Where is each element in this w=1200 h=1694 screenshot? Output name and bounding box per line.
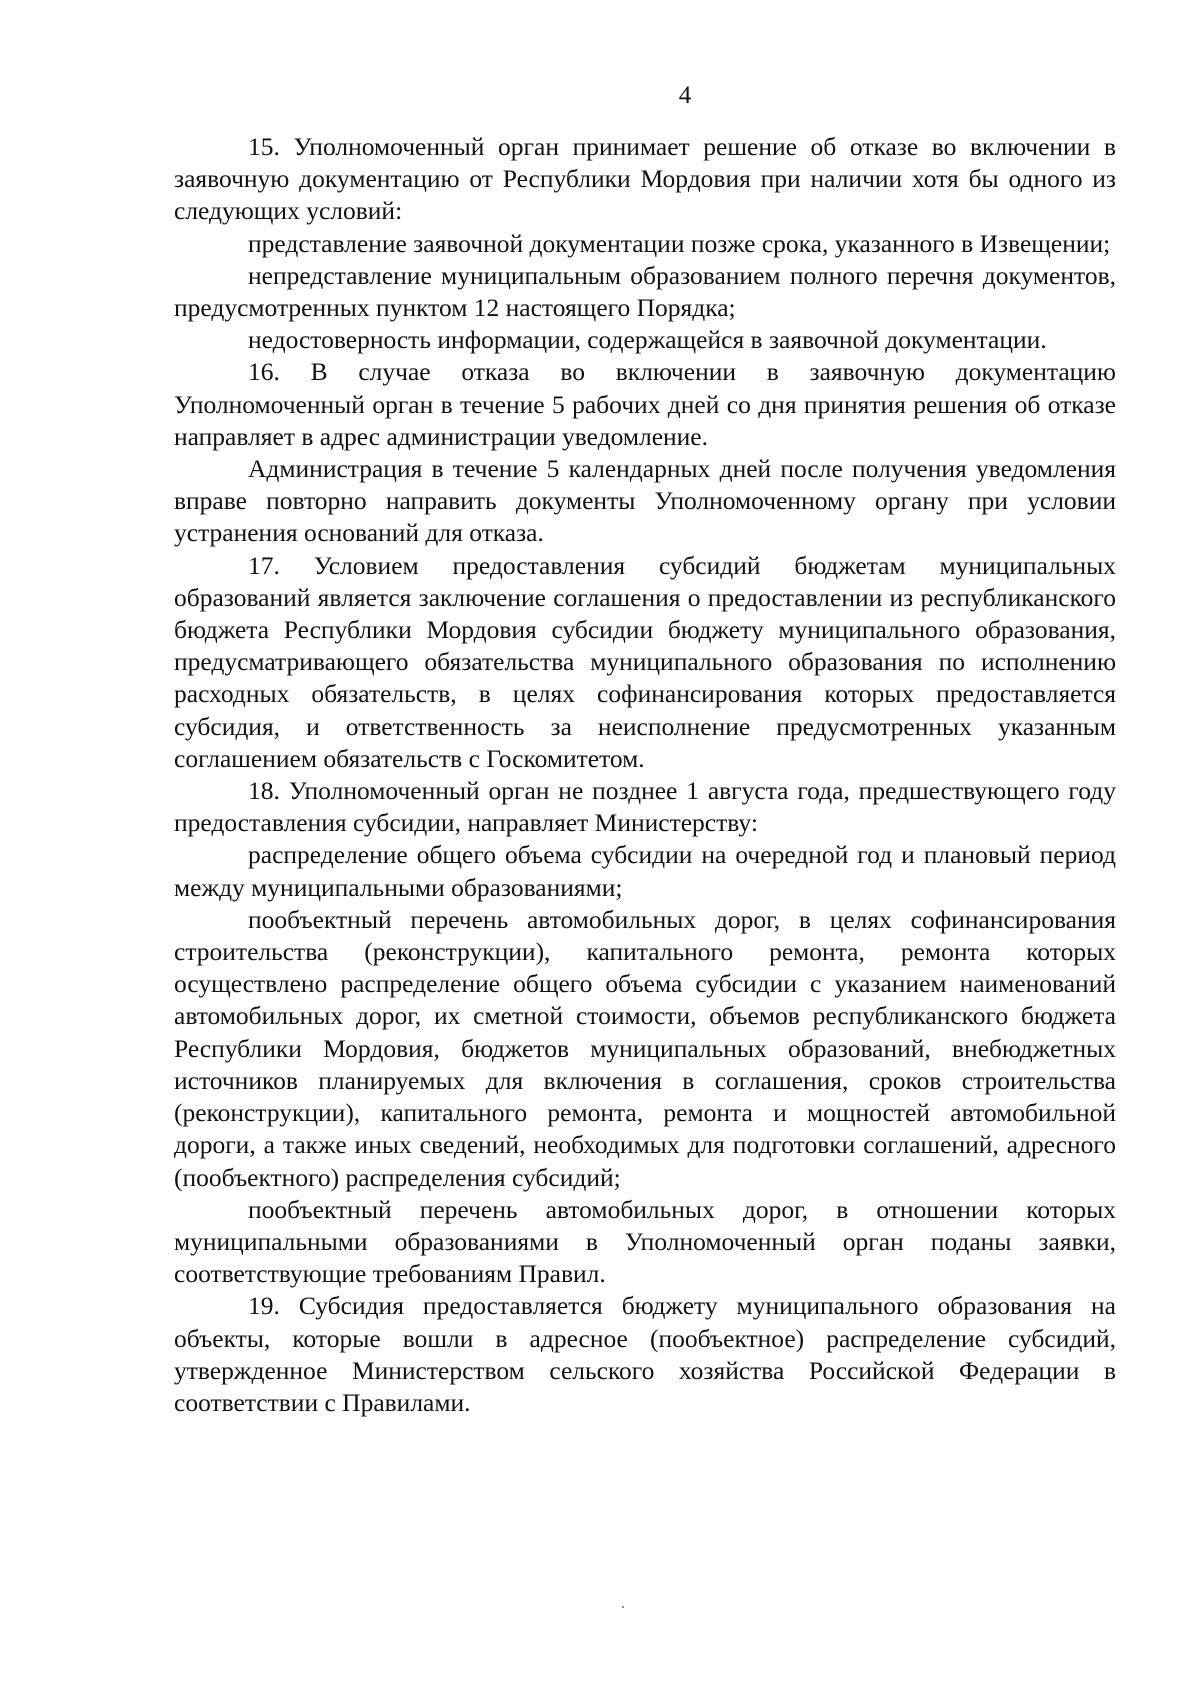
paragraph-16: 16. В случае отказа во включении в заявочную документацию Уполномоченный орган в течение 5 рабочих дней со дня принятия решения об отказе направляет в адрес администрации уведомление. [174, 357, 1116, 451]
list-item-late-submission: представление заявочной документации позже срока, указанного в Извещении; [248, 228, 1111, 258]
paragraph-17: 17. Условием предоставления субсидий бюджетам муниципальных образований является заключение соглашения о предоставлении из республиканского бюджета Республики Мордовия субсидии бюджету муниципального образования, предусматривающего обязательства муниципального образования по исполнению расходных обязательств, в целях софинансирования которых предоставляется субсидия, и ответственность за неисполнение предусмотренных указанным соглашением обязательств с Госкомитетом. [174, 550, 1116, 773]
list-item-incomplete-documents: непредставление муниципальным образованием полного перечня документов, предусмотренных пунктом 12 настоящего Порядка; [174, 260, 1116, 323]
paragraph-15-intro: 15. Уполномоченный орган принимает решение об отказе во включении в заявочную документацию от Республики Мордовия при наличии хотя бы одного из следующих условий: [174, 132, 1116, 226]
scan-speck [622, 1606, 624, 1608]
list-item-road-applications-list: пообъектный перечень автомобильных дорог, в отношении которых муниципальными образованиями в Уполномоченный орган поданы заявки, соответствующие требованиям Правил. [174, 1194, 1116, 1289]
list-item-subsidy-distribution: распределение общего объема субсидии на очередной год и плановый период между муниципальными образованиями; [174, 840, 1116, 902]
list-item-unreliable-information: недостоверность информации, содержащейся в заявочной документации. [248, 325, 1047, 355]
document-body [174, 131, 1116, 1419]
paragraph-19: 19. Субсидия предоставляется бюджету муниципального образования на объекты, которые вошли в адресное (пообъектное) распределение субсидий, утвержденное Министерством сельского хозяйства Российской Федерации в соответствии с Правилами. [174, 1291, 1116, 1417]
list-item-road-object-list: пообъектный перечень автомобильных дорог, в целях софинансирования строительства (реконструкции), капитального ремонта, ремонта которых осуществлено распределение общего объема субсидии с указанием наименований автомобильных дорог, их сметной стоимости, объемов республиканского бюджета Республики Мордовия, бюджетов муниципальных образований, внебюджетных источников планируемых для включения в соглашения, сроков строительства (реконструкции), капитального ремонта, ремонта и мощностей автомобильной дороги, а также иных сведений, необходимых для подготовки соглашений, адресного (пообъектного) распределения субсидий; [174, 904, 1116, 1192]
paragraph-administration-resubmit: Администрация в течение 5 календарных дней после получения уведомления вправе повторно направить документы Уполномоченному органу при условии устранения оснований для отказа. [174, 454, 1116, 548]
paragraph-18-intro: 18. Уполномоченный орган не позднее 1 августа года, предшествующего году предоставления субсидии, направляет Министерству: [174, 776, 1116, 838]
page-number: 4 [678, 82, 692, 109]
